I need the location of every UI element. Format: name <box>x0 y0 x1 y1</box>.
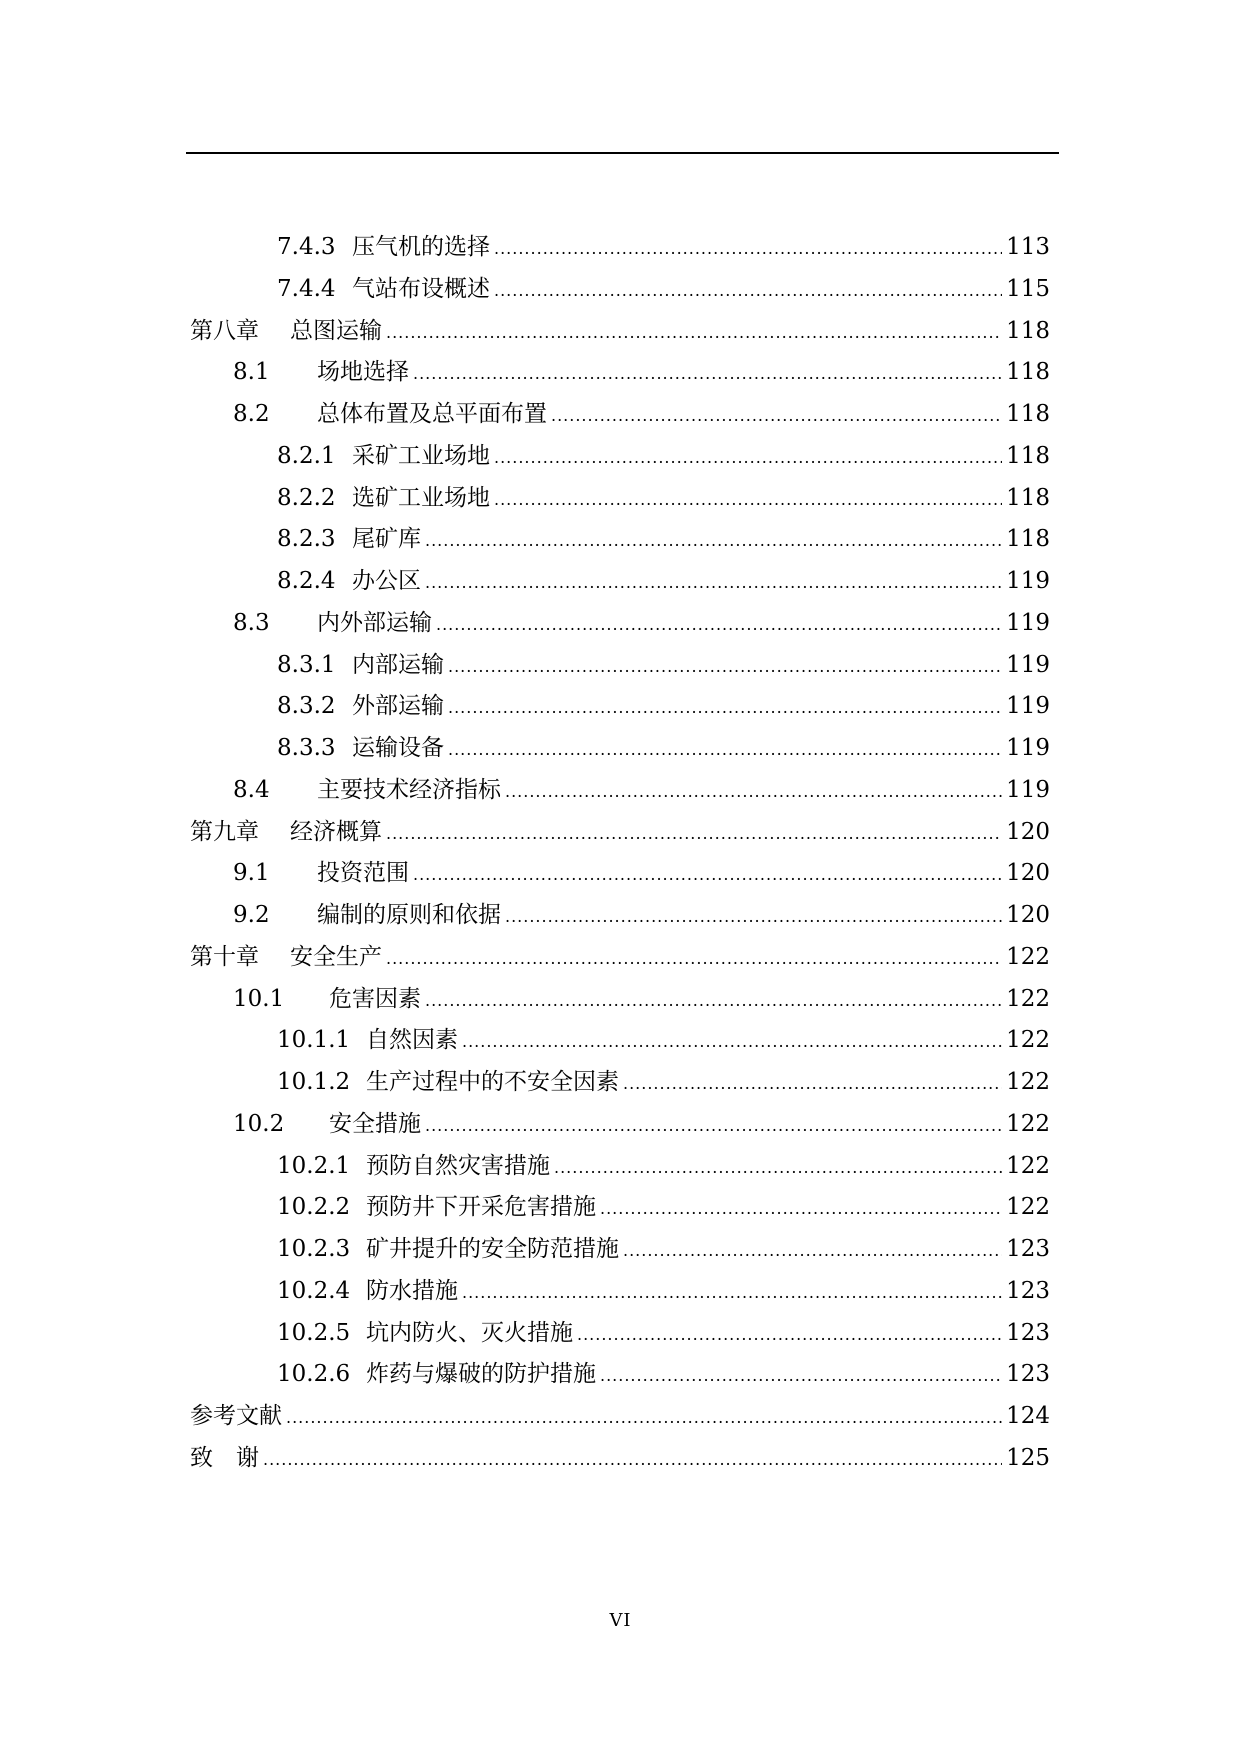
dot-leader <box>448 693 1002 719</box>
toc-page: 118 <box>1006 317 1050 344</box>
dot-leader <box>505 902 1002 928</box>
toc-entry[interactable] <box>190 646 1050 688</box>
dot-leader <box>505 777 1002 803</box>
toc-title: 坑内防火、灭火措施 <box>366 1319 573 1346</box>
toc-title: 参考文献 <box>190 1403 282 1429</box>
toc-entry[interactable] <box>190 854 1050 896</box>
toc-entry[interactable] <box>190 1147 1050 1189</box>
dot-leader <box>494 443 1002 469</box>
dot-leader <box>425 568 1002 594</box>
dot-leader <box>600 1194 1002 1220</box>
toc-page: 123 <box>1006 1319 1050 1346</box>
toc-page: 119 <box>1006 609 1050 636</box>
toc-entry[interactable] <box>190 1397 1050 1439</box>
toc-page: 119 <box>1006 693 1050 720</box>
toc-entry[interactable] <box>190 1230 1050 1272</box>
toc-number: 10.1.1 <box>277 1027 351 1054</box>
toc-page: 115 <box>1006 275 1050 302</box>
toc-entry[interactable] <box>190 353 1050 395</box>
dot-leader <box>425 1111 1002 1137</box>
toc-page: 120 <box>1006 860 1050 887</box>
dot-leader <box>577 1320 1002 1346</box>
toc-title: 致 谢 <box>190 1444 259 1471</box>
header-rule <box>186 152 1059 154</box>
toc-number: 8.2.2 <box>277 484 336 511</box>
toc-title: 危害因素 <box>329 985 421 1012</box>
toc-entry[interactable] <box>190 312 1050 354</box>
toc-entry[interactable] <box>190 1314 1050 1356</box>
toc-number: 8.1 <box>233 359 270 386</box>
toc-page: 120 <box>1006 902 1050 928</box>
toc-page: 119 <box>1006 568 1050 594</box>
toc-title: 压气机的选择 <box>352 234 490 260</box>
toc-number: 10.2.3 <box>277 1236 351 1262</box>
toc-page: 122 <box>1006 1152 1050 1179</box>
toc-page: 123 <box>1006 1361 1050 1388</box>
toc-entry[interactable] <box>190 1355 1050 1397</box>
toc-title: 运输设备 <box>352 735 444 761</box>
dot-leader <box>462 1027 1002 1053</box>
toc-number: 8.3.1 <box>277 651 336 678</box>
toc-entry[interactable] <box>190 562 1050 604</box>
toc-entry[interactable] <box>190 1272 1050 1314</box>
toc-number: 8.4 <box>233 776 270 803</box>
toc-title: 经济概算 <box>290 818 382 845</box>
toc-title: 防水措施 <box>366 1277 458 1304</box>
dot-leader <box>551 401 1002 427</box>
toc-number: 8.3 <box>233 609 270 636</box>
toc-entry[interactable] <box>190 896 1050 938</box>
table-of-contents <box>190 228 1050 1481</box>
toc-entry[interactable] <box>190 479 1050 521</box>
toc-number: 10.2.6 <box>277 1361 351 1388</box>
toc-title: 编制的原则和依据 <box>317 902 501 928</box>
dot-leader <box>386 318 1002 344</box>
toc-title: 选矿工业场地 <box>352 484 490 511</box>
toc-number: 8.2 <box>233 401 270 427</box>
toc-page: 113 <box>1006 234 1050 260</box>
toc-page: 122 <box>1006 1194 1050 1221</box>
toc-page: 118 <box>1006 359 1050 386</box>
toc-number: 8.3.3 <box>277 735 336 761</box>
toc-title: 矿井提升的安全防范措施 <box>366 1236 619 1262</box>
toc-number: 8.2.1 <box>277 442 336 469</box>
toc-title: 内部运输 <box>352 651 444 678</box>
toc-title: 生产过程中的不安全因素 <box>366 1069 619 1095</box>
dot-leader <box>600 1361 1002 1387</box>
dot-leader <box>462 1278 1002 1304</box>
toc-entry[interactable] <box>190 395 1050 437</box>
toc-title: 主要技术经济指标 <box>317 776 501 803</box>
dot-leader <box>436 610 1002 636</box>
toc-page: 124 <box>1006 1403 1050 1429</box>
toc-title: 总图运输 <box>290 317 382 344</box>
toc-page: 118 <box>1006 526 1050 553</box>
toc-entry[interactable] <box>190 604 1050 646</box>
toc-title: 总体布置及总平面布置 <box>317 401 547 427</box>
page-number: VI <box>609 1610 632 1631</box>
dot-leader <box>448 652 1002 678</box>
toc-number: 8.2.3 <box>277 526 336 553</box>
dot-leader <box>386 819 1002 845</box>
toc-page: 123 <box>1006 1236 1050 1262</box>
toc-entry[interactable] <box>190 1021 1050 1063</box>
toc-entry[interactable] <box>190 437 1050 479</box>
toc-number: 8.2.4 <box>277 568 336 594</box>
toc-title: 安全生产 <box>290 943 382 970</box>
toc-page: 118 <box>1006 484 1050 511</box>
toc-page: 120 <box>1006 818 1050 845</box>
toc-entry[interactable] <box>190 270 1050 312</box>
toc-entry[interactable] <box>190 228 1050 270</box>
toc-page: 122 <box>1006 943 1050 970</box>
toc-entry[interactable] <box>190 1439 1050 1481</box>
dot-leader <box>425 526 1002 552</box>
toc-number: 10.2.5 <box>277 1319 351 1346</box>
toc-title: 场地选择 <box>317 359 409 386</box>
toc-entry[interactable] <box>190 771 1050 813</box>
toc-number: 8.3.2 <box>277 693 336 720</box>
toc-number: 10.2.1 <box>277 1152 351 1179</box>
dot-leader <box>413 860 1002 886</box>
toc-number: 7.4.4 <box>277 275 336 302</box>
toc-title: 预防自然灾害措施 <box>366 1152 550 1179</box>
toc-page: 123 <box>1006 1277 1050 1304</box>
toc-page: 119 <box>1006 735 1050 761</box>
dot-leader <box>494 234 1002 260</box>
toc-page: 119 <box>1006 776 1050 803</box>
toc-page: 122 <box>1006 985 1050 1012</box>
toc-number: 第十章 <box>190 943 259 970</box>
dot-leader <box>386 944 1002 970</box>
toc-title: 气站布设概述 <box>352 275 490 302</box>
toc-page: 122 <box>1006 1069 1050 1095</box>
toc-number: 10.2.2 <box>277 1194 351 1221</box>
toc-title: 外部运输 <box>352 693 444 720</box>
toc-title: 尾矿库 <box>352 526 421 553</box>
dot-leader <box>286 1403 1002 1429</box>
dot-leader <box>494 485 1002 511</box>
dot-leader <box>494 276 1002 302</box>
toc-page: 118 <box>1006 442 1050 469</box>
toc-number: 第八章 <box>190 317 259 344</box>
toc-title: 内外部运输 <box>317 609 432 636</box>
toc-title: 采矿工业场地 <box>352 442 490 469</box>
toc-page: 118 <box>1006 401 1050 427</box>
toc-page: 122 <box>1006 1027 1050 1054</box>
toc-entry[interactable] <box>190 520 1050 562</box>
dot-leader <box>425 986 1002 1012</box>
toc-page: 125 <box>1006 1444 1050 1471</box>
toc-title: 安全措施 <box>329 1110 421 1137</box>
toc-entry[interactable] <box>190 1105 1050 1147</box>
toc-number: 10.1 <box>233 985 285 1012</box>
toc-page: 122 <box>1006 1110 1050 1137</box>
toc-entry[interactable] <box>190 980 1050 1022</box>
toc-number: 10.1.2 <box>277 1069 351 1095</box>
toc-title: 投资范围 <box>317 860 409 887</box>
dot-leader <box>448 735 1002 761</box>
toc-title: 自然因素 <box>366 1027 458 1054</box>
dot-leader <box>554 1153 1002 1179</box>
toc-entry[interactable] <box>190 729 1050 771</box>
toc-title: 预防井下开采危害措施 <box>366 1194 596 1221</box>
toc-entry[interactable] <box>190 938 1050 980</box>
toc-number: 第九章 <box>190 818 259 845</box>
toc-entry[interactable] <box>190 813 1050 855</box>
dot-leader <box>623 1069 1002 1095</box>
toc-title: 办公区 <box>352 568 421 594</box>
dot-leader <box>623 1236 1002 1262</box>
toc-number: 10.2.4 <box>277 1277 351 1304</box>
toc-page: 119 <box>1006 651 1050 678</box>
toc-number: 10.2 <box>233 1110 285 1137</box>
toc-title: 炸药与爆破的防护措施 <box>366 1361 596 1388</box>
toc-entry[interactable] <box>190 687 1050 729</box>
dot-leader <box>413 359 1002 385</box>
toc-number: 9.1 <box>233 860 270 887</box>
toc-entry[interactable] <box>190 1063 1050 1105</box>
toc-entry[interactable] <box>190 1188 1050 1230</box>
toc-number: 7.4.3 <box>277 234 336 260</box>
dot-leader <box>263 1445 1002 1471</box>
toc-number: 9.2 <box>233 902 270 928</box>
